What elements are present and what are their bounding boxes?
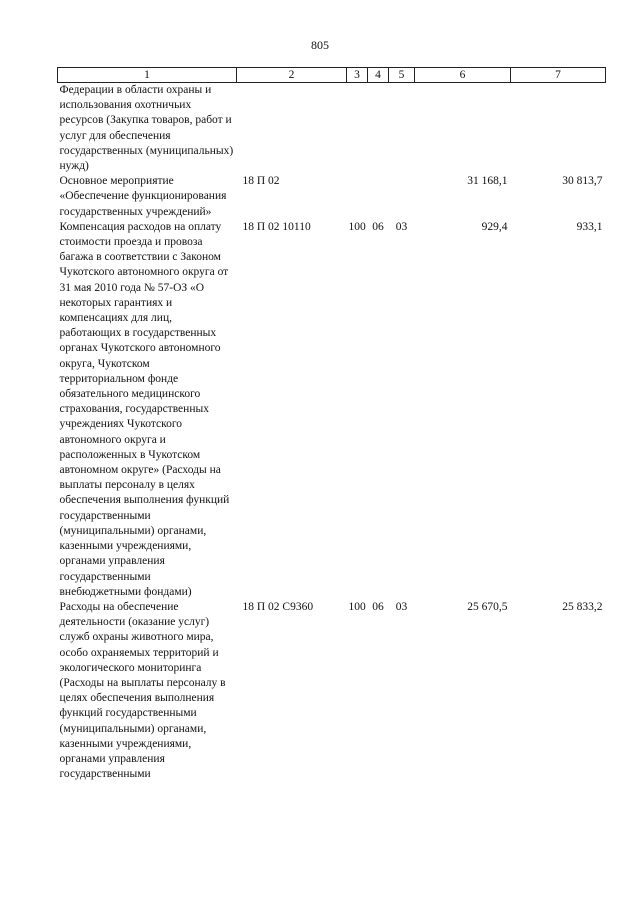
row-value-6 <box>415 83 511 175</box>
row-col-3 <box>347 174 368 220</box>
row-code: 18 П 02 10110 <box>242 220 311 233</box>
header-col-2: 2 <box>237 68 347 83</box>
row-col-5: 03 <box>395 220 408 233</box>
row-col-3 <box>347 83 368 175</box>
row-col-5: 03 <box>395 600 408 613</box>
header-col-7: 7 <box>511 68 606 83</box>
header-col-3: 3 <box>347 68 368 83</box>
row-code: 18 П 02 С9360 <box>242 600 314 613</box>
header-col-5: 5 <box>389 68 415 83</box>
row-col-4: 06 <box>372 600 384 613</box>
row-value-6: 31 168,1 <box>467 175 508 188</box>
row-name: Основное мероприятие «Обеспечение функционирования государственных учреждений» <box>59 175 227 218</box>
row-name: Федерации в области охраны и использования охотничьих ресурсов (Закупка товаров, работ и услуг для обеспечения государственных (муниципальных) нужд) <box>59 84 234 173</box>
row-col-4 <box>368 174 389 220</box>
row-col-3: 100 <box>348 220 366 233</box>
row-value-7: 30 813,7 <box>562 175 603 188</box>
table-row <box>58 83 606 175</box>
row-code <box>237 83 347 175</box>
row-col-4 <box>368 83 389 175</box>
row-code: 18 П 02 <box>242 175 280 188</box>
budget-table <box>57 67 606 782</box>
table-row <box>58 600 606 782</box>
row-col-3: 100 <box>348 600 366 613</box>
row-value-7 <box>511 83 606 175</box>
header-col-4: 4 <box>368 68 389 83</box>
header-col-1: 1 <box>58 68 237 83</box>
row-value-7: 933,1 <box>576 220 603 233</box>
row-col-5 <box>389 174 415 220</box>
row-value-6: 929,4 <box>481 220 508 233</box>
row-name: Расходы на обеспечение деятельности (оказание услуг) служб охраны животного мира, особо охраняемых территорий и экологического мониторинга (Расходы на выплаты персоналу в целях обеспечения выполнения функций государственными (муниципальными) органами, казенными учреждениями, органами управления государственными <box>59 600 226 781</box>
table-header-row <box>58 68 606 83</box>
row-value-7: 25 833,2 <box>562 600 603 613</box>
table-row <box>58 174 606 220</box>
row-col-4: 06 <box>372 220 384 233</box>
page-number: 805 <box>311 38 329 52</box>
row-value-6: 25 670,5 <box>467 600 508 613</box>
row-col-5 <box>389 83 415 175</box>
row-name: Компенсация расходов на оплату стоимости проезда и провоза багажа в соответствии с Законом Чукотского автономного округа от 31 мая 2010 года № 57-ОЗ «О некоторых гарантиях и компенсациях для лиц, работающих в государственных органах Чукотского автономного округа, Чукотском территориальном фонде обязательного медицинского страхования, государственных учреждениях Чукотского автономного округа и расположенных в Чукотском автономном округе» (Расходы на выплаты персоналу в целях обеспечения выполнения функций государственными (муниципальными) органами, казенными учреждениями, органами управления государственными внебюджетными фондами) <box>59 220 230 598</box>
table-row <box>58 220 606 600</box>
header-col-6: 6 <box>415 68 511 83</box>
